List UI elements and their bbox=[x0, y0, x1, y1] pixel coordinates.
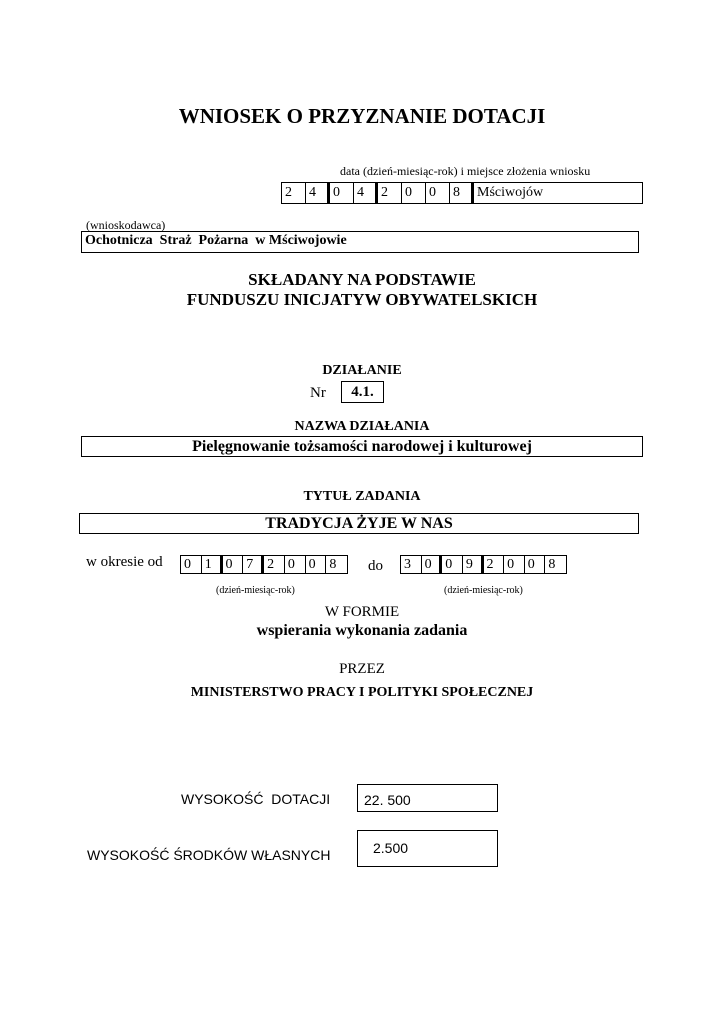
applicant-value: Ochotnicza Straż Pożarna w Mściwojowie bbox=[85, 233, 347, 248]
action-heading: DZIAŁANIE bbox=[322, 363, 402, 378]
applicant-label: (wnioskodawca) bbox=[86, 218, 166, 232]
submission-label: data (dzień-miesiąc-rok) i miejsce złożenia wniosku bbox=[340, 164, 591, 178]
grant-label: WYSOKOŚĆ DOTACJI bbox=[181, 791, 331, 807]
action-nr-value: 4.1. bbox=[351, 384, 374, 400]
to-digit: 3 bbox=[401, 556, 422, 573]
own-funds-value: 2.500 bbox=[373, 840, 409, 856]
from-digit: 0 bbox=[285, 556, 306, 573]
from-digit: 0 bbox=[223, 556, 244, 573]
form-value: wspierania wykonania zadania bbox=[256, 622, 468, 639]
grant-field[interactable] bbox=[357, 784, 498, 812]
basis-line-1: SKŁADANY NA PODSTAWIE bbox=[248, 270, 476, 289]
to-digit: 9 bbox=[463, 556, 484, 573]
from-digit: 2 bbox=[264, 556, 285, 573]
action-name-value: Pielęgnowanie tożsamości narodowej i kulturowej bbox=[192, 438, 532, 455]
date-digit: 2 bbox=[282, 183, 306, 203]
to-digit: 0 bbox=[422, 556, 443, 573]
task-heading: TYTUŁ ZADANIA bbox=[303, 489, 421, 504]
page-title: WNIOSEK O PRZYZNANIE DOTACJI bbox=[178, 104, 546, 128]
action-name-field[interactable] bbox=[81, 436, 643, 457]
period-from-hint: (dzień-miesiąc-rok) bbox=[216, 585, 295, 596]
submission-date-field[interactable] bbox=[281, 182, 643, 204]
action-nr-label: Nr bbox=[310, 385, 326, 401]
to-digit: 2 bbox=[484, 556, 505, 573]
from-digit: 0 bbox=[181, 556, 202, 573]
task-field[interactable] bbox=[79, 513, 639, 534]
date-digit: 0 bbox=[402, 183, 426, 203]
by-value: MINISTERSTWO PRACY I POLITYKI SPOŁECZNEJ bbox=[190, 685, 534, 700]
to-digit: 0 bbox=[525, 556, 546, 573]
own-funds-label: WYSOKOŚĆ ŚRODKÓW WŁASNYCH bbox=[87, 847, 331, 863]
to-digit: 0 bbox=[504, 556, 525, 573]
from-digit: 1 bbox=[202, 556, 223, 573]
date-digit: 4 bbox=[354, 183, 378, 203]
action-nr-field[interactable] bbox=[341, 381, 384, 403]
date-digit: 2 bbox=[378, 183, 402, 203]
period-to-label: do bbox=[368, 558, 383, 574]
date-digit: 8 bbox=[450, 183, 474, 203]
action-name-heading: NAZWA DZIAŁANIA bbox=[294, 419, 430, 434]
period-to-hint: (dzień-miesiąc-rok) bbox=[444, 585, 523, 596]
applicant-field[interactable] bbox=[81, 231, 639, 253]
to-digit: 0 bbox=[442, 556, 463, 573]
form-heading: W FORMIE bbox=[324, 604, 400, 620]
grant-value: 22. 500 bbox=[364, 792, 411, 808]
period-to-field[interactable] bbox=[400, 555, 567, 574]
own-funds-field[interactable] bbox=[357, 830, 498, 867]
period-from-label: w okresie od bbox=[86, 554, 163, 570]
date-digit: 0 bbox=[426, 183, 450, 203]
to-digit: 8 bbox=[548, 557, 556, 572]
period-from-field[interactable] bbox=[180, 555, 348, 574]
submission-place: Mściwojów bbox=[477, 185, 544, 200]
from-digit: 8 bbox=[329, 557, 337, 572]
basis-line-2: FUNDUSZU INICJATYW OBYWATELSKICH bbox=[186, 290, 538, 309]
task-value: TRADYCJA ŻYJE W NAS bbox=[265, 515, 453, 532]
date-digit: 0 bbox=[330, 183, 354, 203]
from-digit: 0 bbox=[306, 556, 327, 573]
date-digit: 4 bbox=[306, 183, 330, 203]
from-digit: 7 bbox=[243, 556, 264, 573]
by-heading: PRZEZ bbox=[339, 661, 385, 677]
